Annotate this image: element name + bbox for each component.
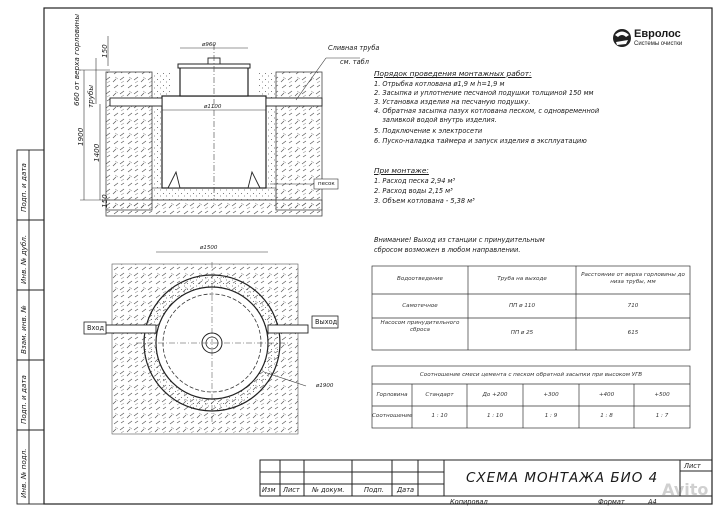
sand-label: песок <box>318 181 335 187</box>
stamp-header: Изм <box>262 486 276 494</box>
stamp-header: Подп. <box>364 486 384 494</box>
instruction-step: 6. Пуско-наладка таймера и запуск изделия в эксплуатацию <box>374 137 587 145</box>
instruction-step: 3. Установка изделия на песчаную подушку. <box>374 98 531 106</box>
table1-header: Водоотведение <box>396 276 443 282</box>
table2-column: Стандарт <box>425 392 454 398</box>
instruction-step: 5. Подключение к электросети <box>374 127 483 135</box>
dim-depth-side: трубы <box>86 84 95 108</box>
table2-value: 1 : 10 <box>431 413 448 419</box>
pipe-ref: см. табл <box>340 58 369 66</box>
table2-column: До +200 <box>482 392 508 398</box>
table2-row-header: Горловина <box>376 392 408 398</box>
warning-line: сбросом возможен в любом направлении. <box>374 246 521 254</box>
table1-cell: ПП ø 25 <box>510 330 534 336</box>
table2-value: 1 : 7 <box>655 413 669 419</box>
dim-depth-150: 150 <box>100 194 109 208</box>
table2-column: +300 <box>543 392 559 398</box>
stamp-header: № докум. <box>312 486 345 494</box>
inlet-label: Вход <box>87 324 105 332</box>
format-label: Формат <box>598 498 625 506</box>
dim-top-diameter: ø960 <box>202 42 216 48</box>
plan-view <box>84 252 338 434</box>
sidebar-label: Инв. № дубл. <box>19 234 28 284</box>
sidebar-label: Инв. № подл. <box>19 448 28 498</box>
table1-header: Труба на выходе <box>497 276 547 282</box>
copied-label: Копировал <box>450 498 488 506</box>
table1-cell: 710 <box>627 303 639 309</box>
watermark: Avito <box>662 480 709 499</box>
table1-cell: ПП ø 110 <box>508 303 536 309</box>
dim-plan-top: ø1500 <box>200 245 218 251</box>
mount-item: 3. Объем котлована - 5,38 м³ <box>374 197 475 205</box>
format-value: A4 <box>648 498 657 506</box>
dim-depth-total: 1900 <box>76 127 85 146</box>
sheet-label: Лист <box>684 462 701 470</box>
logo-name: Евролос <box>634 28 681 40</box>
table2-title: Соотношение смеси цемента с песком обратной засыпки при высоком УГВ <box>419 372 643 378</box>
warning-line: Внимание! Выход из станции с принудительным <box>374 236 545 244</box>
pipe-label: Сливная труба <box>328 44 380 52</box>
logo-mark <box>613 29 631 47</box>
logo-subtitle: Системы очистки <box>634 41 683 47</box>
instruction-step: заливкой водой внутрь изделия. <box>374 116 497 124</box>
dim-plan-bottom: ø1900 <box>316 383 334 389</box>
mount-item: 2. Расход воды 2,15 м³ <box>374 187 453 195</box>
table1-cell: Насосом принудительного сброса <box>380 320 460 333</box>
dim-lid: 150 <box>100 44 109 58</box>
table1-cell: Самотечное <box>402 303 438 309</box>
instruction-step: 1. Отрыбка котлована ø1,9 м h=1,9 м <box>374 80 505 88</box>
table2-value: 1 : 8 <box>600 413 613 419</box>
table1-cell: 615 <box>627 330 639 336</box>
table2-column: +500 <box>654 392 670 398</box>
instruction-step: 2. Засыпка и уплотнение песчаной подушки толщиной 150 мм <box>374 89 594 97</box>
stamp-header: Дата <box>397 486 415 494</box>
dim-inner-diameter: ø1100 <box>204 104 222 110</box>
section-view <box>80 36 360 216</box>
mount-item: 1. Расход песка 2,94 м³ <box>374 177 456 185</box>
drawing-title: СХЕМА МОНТАЖА БИО 4 <box>466 470 659 486</box>
instruction-step: 4. Обратная засыпка пазух котлована песком, с одновременной <box>374 107 600 115</box>
sidebar-label: Подп. и дата <box>19 163 28 212</box>
mount-title: При монтаже: <box>374 166 429 175</box>
sidebar-label: Взам. инв. № <box>19 305 28 354</box>
dim-depth-1400: 1400 <box>92 143 101 162</box>
sidebar-label: Подп. и дата <box>19 375 28 424</box>
table2-value: 1 : 10 <box>486 413 504 419</box>
table2-row-header: Соотношение <box>372 413 413 419</box>
table1-header: Расстояние от верха горловины до низа трубы, мм <box>581 272 685 285</box>
table2-value: 1 : 9 <box>544 413 558 419</box>
instructions-title: Порядок проведения монтажных работ: <box>374 69 532 78</box>
outlet-label: Выход <box>315 318 338 326</box>
stamp-header: Лист <box>283 486 300 494</box>
table2-column: +400 <box>598 392 615 398</box>
dim-depth-660: 660 от верха горловины <box>72 13 81 106</box>
